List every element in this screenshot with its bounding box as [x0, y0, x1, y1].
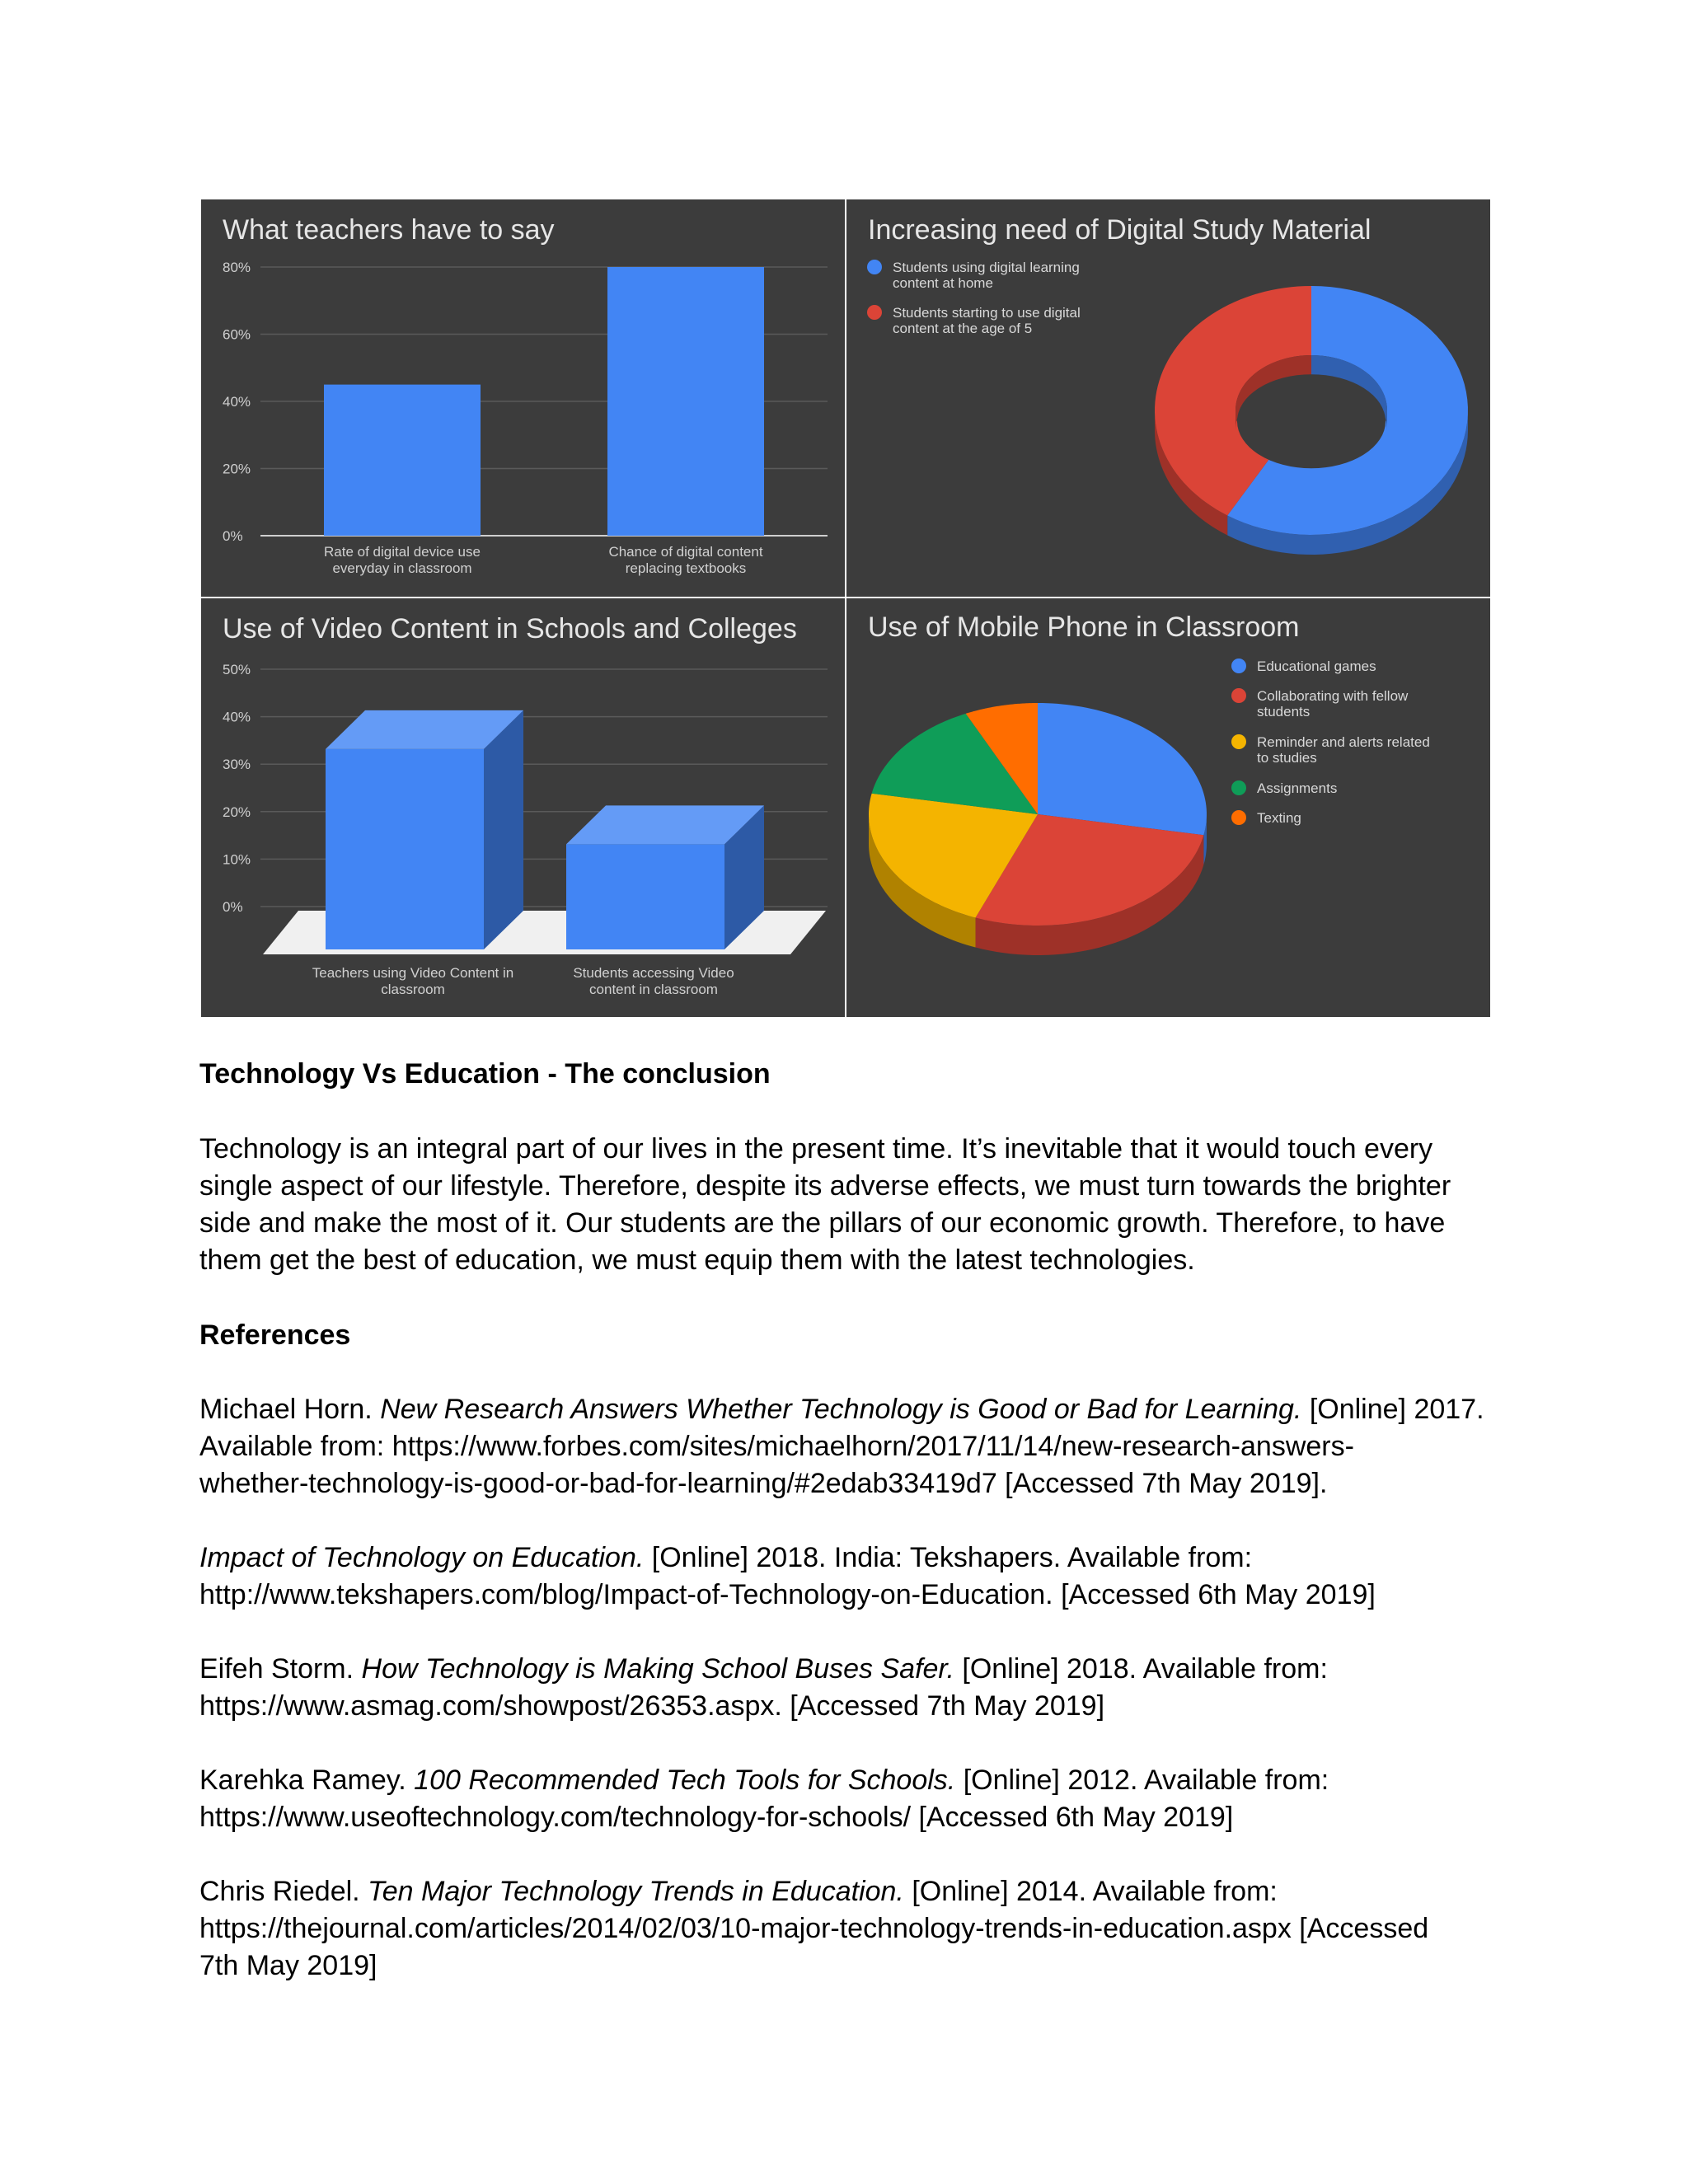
- reference-item: [199, 1873, 1485, 1985]
- x-tick-label: Students accessing Video: [573, 965, 734, 981]
- bar-front: [326, 749, 484, 949]
- reference-details: [Online] 2018. India: Tekshapers. Available from:: [644, 1542, 1253, 1573]
- reference-line: [199, 1762, 1485, 1799]
- reference-author: Eifeh Storm.: [199, 1653, 362, 1685]
- conclusion-section: [199, 1056, 1485, 1093]
- chart-video-content-panel: [201, 598, 845, 1017]
- pie-slice: [1038, 703, 1207, 835]
- reference-item: [199, 1391, 1485, 1502]
- conclusion-line: them get the best of education, we must equip them with the latest technologies.: [199, 1244, 1195, 1276]
- x-tick-label: classroom: [381, 982, 445, 997]
- y-tick-label: 60%: [223, 326, 251, 343]
- reference-item: [199, 1762, 1485, 1836]
- chart-title: Use of Video Content in Schools and Colleges: [223, 613, 797, 644]
- bar-side: [484, 710, 523, 949]
- chart-digital-study-panel: [846, 199, 1490, 597]
- reference-line: Available from: https://www.forbes.com/sites/michaelhorn/2017/11/14/new-research-answers-: [199, 1431, 1354, 1462]
- y-tick-label: 40%: [223, 709, 251, 725]
- x-tick-label: Teachers using Video Content in: [312, 965, 514, 981]
- reference-line: 7th May 2019]: [199, 1950, 377, 1981]
- x-tick-label: Rate of digital device use: [324, 544, 481, 560]
- reference-title: 100 Recommended Tech Tools for Schools.: [414, 1765, 956, 1796]
- legend-label: Collaborating with fellow: [1257, 688, 1409, 704]
- reference-line: whether-technology-is-good-or-bad-for-learning/#2edab33419d7 [Accessed 7th May 2019].: [199, 1468, 1328, 1499]
- legend-label: Educational games: [1257, 658, 1376, 674]
- reference-title: New Research Answers Whether Technology is Good or Bad for Learning.: [380, 1394, 1302, 1425]
- reference-line: https://www.useoftechnology.com/technology-for-schools/ [Accessed 6th May 2019]: [199, 1802, 1234, 1833]
- bar-front: [566, 844, 724, 949]
- conclusion-line: single aspect of our lifestyle. Therefore, despite its adverse effects, we must turn towards the brighter: [199, 1170, 1451, 1202]
- reference-line: https://thejournal.com/articles/2014/02/03/10-major-technology-trends-in-education.aspx [Accessed: [199, 1913, 1429, 1944]
- chart-title: Use of Mobile Phone in Classroom: [868, 612, 1300, 643]
- reference-title: How Technology is Making School Buses Safer.: [361, 1653, 954, 1685]
- reference-item: [199, 1540, 1485, 1614]
- y-tick-label: 0%: [223, 528, 243, 544]
- legend-label: Assignments: [1257, 780, 1338, 796]
- y-tick-label: 10%: [223, 851, 251, 868]
- legend-marker: [1231, 658, 1246, 673]
- reference-line: [199, 1540, 1485, 1577]
- references-heading: References: [199, 1319, 351, 1351]
- reference-details: [Online] 2017.: [1301, 1394, 1484, 1425]
- y-tick-label: 40%: [223, 394, 251, 410]
- video-content-3d-bar-chart: [201, 598, 845, 1017]
- conclusion-line: side and make the most of it. Our students are the pillars of our economic growth. Therefore, to have: [199, 1207, 1446, 1239]
- reference-line: [199, 1391, 1485, 1428]
- reference-author: Karehka Ramey.: [199, 1765, 415, 1796]
- legend-label: to studies: [1257, 750, 1317, 766]
- conclusion-heading: Technology Vs Education - The conclusion: [199, 1058, 771, 1090]
- chart-mobile-phone-panel: [846, 598, 1490, 1017]
- y-tick-label: 50%: [223, 662, 251, 677]
- bar: [607, 267, 764, 536]
- legend-label: content at home: [893, 275, 993, 291]
- chart-title: Increasing need of Digital Study Material: [868, 214, 1372, 246]
- references-section: [199, 1317, 1485, 2022]
- reference-author: Chris Riedel.: [199, 1876, 368, 1907]
- conclusion-body: [199, 1131, 1485, 1279]
- digital-study-donut-chart: [846, 199, 1490, 597]
- reference-details: [Online] 2018. Available from:: [954, 1653, 1328, 1685]
- reference-line: [199, 1873, 1485, 1910]
- legend-marker: [867, 305, 882, 320]
- x-tick-label: everyday in classroom: [332, 560, 472, 576]
- x-tick-label: replacing textbooks: [625, 560, 747, 576]
- reference-title: Ten Major Technology Trends in Education.: [368, 1876, 904, 1907]
- reference-line: https://www.asmag.com/showpost/26353.aspx. [Accessed 7th May 2019]: [199, 1690, 1105, 1722]
- reference-details: [Online] 2014. Available from:: [903, 1876, 1278, 1907]
- chart-title: What teachers have to say: [223, 214, 555, 246]
- teachers-bar-chart: [201, 199, 845, 597]
- reference-item: [199, 1651, 1485, 1725]
- reference-line: [199, 1651, 1485, 1688]
- x-tick-label: Chance of digital content: [608, 544, 763, 560]
- y-tick-label: 0%: [223, 899, 243, 915]
- x-tick-label: content in classroom: [589, 982, 718, 997]
- y-tick-label: 30%: [223, 757, 251, 773]
- legend-marker: [1231, 810, 1246, 825]
- legend-label: students: [1257, 704, 1311, 719]
- donut-hole: [1237, 374, 1386, 468]
- reference-author: Michael Horn.: [199, 1394, 381, 1425]
- reference-title: Impact of Technology on Education.: [199, 1542, 645, 1573]
- reference-details: [Online] 2012. Available from:: [955, 1765, 1329, 1796]
- mobile-phone-3d-pie-chart: [846, 598, 1490, 1017]
- chart-teachers-panel: [201, 199, 845, 597]
- legend-label: Students using digital learning: [893, 260, 1080, 275]
- legend-label: Students starting to use digital: [893, 305, 1081, 321]
- references-list: [199, 1391, 1485, 1985]
- reference-line: http://www.tekshapers.com/blog/Impact-of-Technology-on-Education. [Accessed 6th May 2019]: [199, 1579, 1376, 1610]
- legend-marker: [1231, 734, 1246, 749]
- legend-marker: [1231, 688, 1246, 703]
- conclusion-line: Technology is an integral part of our lives in the present time. It’s inevitable that it would touch every: [199, 1133, 1433, 1165]
- y-tick-label: 80%: [223, 260, 251, 275]
- bar: [324, 385, 481, 536]
- legend-label: Reminder and alerts related: [1257, 734, 1430, 750]
- legend-label: content at the age of 5: [893, 321, 1033, 336]
- y-tick-label: 20%: [223, 804, 251, 820]
- legend-marker: [1231, 780, 1246, 795]
- y-tick-label: 20%: [223, 461, 251, 477]
- legend-marker: [867, 260, 882, 274]
- legend-label: Texting: [1257, 810, 1301, 826]
